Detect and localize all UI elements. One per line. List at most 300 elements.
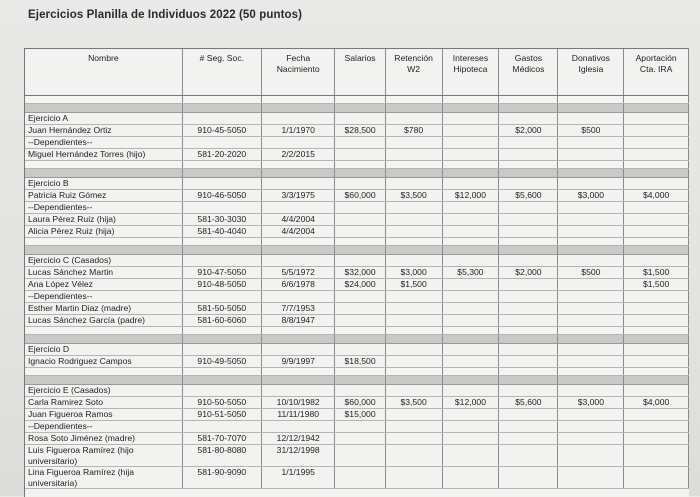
cell-ssn[interactable]: 581-40-4040 bbox=[182, 226, 261, 238]
cell-ssn[interactable]: 910-49-5050 bbox=[182, 356, 261, 368]
separator-cell bbox=[558, 246, 624, 255]
cell-salary[interactable] bbox=[335, 433, 385, 445]
table-row bbox=[25, 315, 689, 327]
cell-name[interactable]: Ejercicio B bbox=[25, 178, 182, 190]
separator-cell bbox=[182, 169, 261, 178]
cell-ira-contribution[interactable] bbox=[624, 214, 689, 226]
separator-cell bbox=[558, 335, 624, 344]
cell-mortgage-interest[interactable] bbox=[442, 279, 499, 291]
cell-ssn[interactable]: 910-48-5050 bbox=[182, 279, 261, 291]
cell-church-donation[interactable] bbox=[558, 149, 624, 161]
separator-cell bbox=[261, 246, 335, 255]
cell-church-donation[interactable] bbox=[558, 409, 624, 421]
cell-name[interactable]: Lucas Sánchez Martin bbox=[25, 267, 182, 279]
cell-church-donation[interactable] bbox=[558, 178, 624, 190]
cell-mortgage-interest[interactable] bbox=[442, 445, 499, 467]
cell-ssn[interactable]: 581-70-7070 bbox=[182, 433, 261, 445]
spacer-cell bbox=[385, 368, 442, 376]
cell-salary[interactable] bbox=[335, 385, 385, 397]
cell-medical-expenses[interactable] bbox=[499, 291, 558, 303]
cell-ssn[interactable]: 910-47-5050 bbox=[182, 267, 261, 279]
cell-name[interactable]: Miguel Hernández Torres (hijo) bbox=[25, 149, 182, 161]
cell-birth-date[interactable]: 1/1/1995 bbox=[261, 467, 335, 489]
separator-cell bbox=[442, 169, 499, 178]
separator-cell bbox=[25, 376, 182, 385]
cell-ira-contribution[interactable] bbox=[624, 445, 689, 467]
cell-salary[interactable] bbox=[335, 137, 385, 149]
table-row bbox=[25, 385, 689, 397]
cell-mortgage-interest[interactable] bbox=[442, 178, 499, 190]
cell-w2-withholding[interactable]: $780 bbox=[385, 125, 442, 137]
table-row bbox=[25, 226, 689, 238]
cell-w2-withholding[interactable] bbox=[385, 113, 442, 125]
spacer-cell bbox=[335, 327, 385, 335]
cell-w2-withholding[interactable] bbox=[385, 467, 442, 489]
cell-church-donation[interactable] bbox=[558, 433, 624, 445]
spacer-cell bbox=[624, 368, 689, 376]
cell-ssn[interactable]: 910-50-5050 bbox=[182, 397, 261, 409]
cell-name[interactable]: Laura Pérez Ruiz (hija) bbox=[25, 214, 182, 226]
cell-ira-contribution[interactable]: $1,500 bbox=[624, 267, 689, 279]
cell-salary[interactable] bbox=[335, 291, 385, 303]
table-row bbox=[25, 137, 689, 149]
cell-birth-date[interactable]: 7/7/1953 bbox=[261, 303, 335, 315]
cell-mortgage-interest[interactable] bbox=[442, 315, 499, 327]
cell-mortgage-interest[interactable] bbox=[442, 467, 499, 489]
cell-salary[interactable] bbox=[335, 226, 385, 238]
cell-w2-withholding[interactable] bbox=[385, 291, 442, 303]
cell-church-donation[interactable] bbox=[558, 255, 624, 267]
spacer-cell bbox=[385, 96, 442, 104]
separator-cell bbox=[624, 169, 689, 178]
cell-church-donation[interactable] bbox=[558, 356, 624, 368]
cell-mortgage-interest[interactable]: $12,000 bbox=[442, 397, 499, 409]
cell-ira-contribution[interactable] bbox=[624, 226, 689, 238]
separator-cell bbox=[261, 104, 335, 113]
cell-w2-withholding[interactable] bbox=[385, 255, 442, 267]
cell-w2-withholding[interactable] bbox=[385, 303, 442, 315]
cell-salary[interactable] bbox=[335, 113, 385, 125]
cell-salary[interactable] bbox=[335, 467, 385, 489]
cell-medical-expenses[interactable]: $2,000 bbox=[499, 267, 558, 279]
cell-ira-contribution[interactable] bbox=[624, 356, 689, 368]
cell-w2-withholding[interactable]: $3,000 bbox=[385, 267, 442, 279]
cell-salary[interactable]: $28,500 bbox=[335, 125, 385, 137]
cell-ira-contribution[interactable] bbox=[624, 291, 689, 303]
cell-ira-contribution[interactable]: $4,000 bbox=[624, 397, 689, 409]
cell-ira-contribution[interactable]: $1,500 bbox=[624, 279, 689, 291]
cell-ira-contribution[interactable] bbox=[624, 255, 689, 267]
cell-medical-expenses[interactable]: $2,000 bbox=[499, 125, 558, 137]
spacer-cell bbox=[558, 96, 624, 104]
spacer-cell bbox=[442, 96, 499, 104]
cell-w2-withholding[interactable]: $1,500 bbox=[385, 279, 442, 291]
cell-birth-date[interactable] bbox=[261, 202, 335, 214]
separator-cell bbox=[624, 104, 689, 113]
cell-salary[interactable] bbox=[335, 214, 385, 226]
cell-ssn[interactable] bbox=[182, 202, 261, 214]
cell-name[interactable]: Luis Figueroa Ramírez (hijo universitario) bbox=[25, 445, 182, 467]
cell-name[interactable]: --Dependientes-- bbox=[25, 137, 182, 149]
cell-salary[interactable] bbox=[335, 303, 385, 315]
cell-w2-withholding[interactable] bbox=[385, 421, 442, 433]
cell-church-donation[interactable]: $3,000 bbox=[558, 397, 624, 409]
cell-birth-date[interactable]: 8/8/1947 bbox=[261, 315, 335, 327]
cell-medical-expenses[interactable] bbox=[499, 433, 558, 445]
cell-mortgage-interest[interactable] bbox=[442, 255, 499, 267]
cell-mortgage-interest[interactable] bbox=[442, 356, 499, 368]
cell-medical-expenses[interactable] bbox=[499, 356, 558, 368]
cell-medical-expenses[interactable] bbox=[499, 303, 558, 315]
cell-salary[interactable]: $32,000 bbox=[335, 267, 385, 279]
cell-name[interactable]: Ejercicio E (Casados) bbox=[25, 385, 182, 397]
cell-ira-contribution[interactable] bbox=[624, 385, 689, 397]
cell-name[interactable]: Ignacio Rodriguez Campos bbox=[25, 356, 182, 368]
table-row bbox=[25, 279, 689, 291]
cell-ssn[interactable] bbox=[182, 137, 261, 149]
cell-medical-expenses[interactable] bbox=[499, 149, 558, 161]
spacer-row bbox=[25, 327, 689, 335]
table-row bbox=[25, 397, 689, 409]
cell-church-donation[interactable] bbox=[558, 467, 624, 489]
cell-mortgage-interest[interactable] bbox=[442, 214, 499, 226]
cell-birth-date[interactable] bbox=[261, 291, 335, 303]
cell-birth-date[interactable]: 5/5/1972 bbox=[261, 267, 335, 279]
cell-birth-date[interactable] bbox=[261, 255, 335, 267]
table-row bbox=[25, 344, 689, 356]
separator-cell bbox=[499, 246, 558, 255]
cell-name[interactable]: Rosa Soto Jiménez (madre) bbox=[25, 433, 182, 445]
cell-ssn[interactable]: 581-20-2020 bbox=[182, 149, 261, 161]
separator-cell bbox=[558, 169, 624, 178]
cell-ira-contribution[interactable] bbox=[624, 409, 689, 421]
spacer-cell bbox=[25, 368, 182, 376]
cell-medical-expenses[interactable]: $5,600 bbox=[499, 397, 558, 409]
cell-name[interactable]: Patricia Ruiz Gómez bbox=[25, 190, 182, 202]
cell-name[interactable]: Ana López Vélez bbox=[25, 279, 182, 291]
cell-birth-date[interactable]: 4/4/2004 bbox=[261, 214, 335, 226]
cell-medical-expenses[interactable] bbox=[499, 445, 558, 467]
cell-salary[interactable]: $18,500 bbox=[335, 356, 385, 368]
cell-mortgage-interest[interactable] bbox=[442, 202, 499, 214]
cell-church-donation[interactable] bbox=[558, 226, 624, 238]
separator-cell bbox=[442, 376, 499, 385]
spacer-cell bbox=[182, 368, 261, 376]
cell-birth-date[interactable] bbox=[261, 137, 335, 149]
spacer-cell bbox=[25, 161, 182, 169]
cell-mortgage-interest[interactable] bbox=[442, 303, 499, 315]
spacer-cell bbox=[261, 96, 335, 104]
cell-name[interactable]: --Dependientes-- bbox=[25, 421, 182, 433]
cell-church-donation[interactable] bbox=[558, 202, 624, 214]
cell-w2-withholding[interactable] bbox=[385, 137, 442, 149]
cell-salary[interactable]: $60,000 bbox=[335, 190, 385, 202]
cell-ira-contribution[interactable] bbox=[624, 467, 689, 489]
individuals-table bbox=[25, 49, 689, 489]
spacer-cell bbox=[499, 238, 558, 246]
cell-mortgage-interest[interactable] bbox=[442, 149, 499, 161]
cell-name[interactable]: --Dependientes-- bbox=[25, 291, 182, 303]
cell-ssn[interactable]: 581-50-5050 bbox=[182, 303, 261, 315]
cell-ssn[interactable] bbox=[182, 178, 261, 190]
header-donativos-iglesia: Donativos Iglesia bbox=[558, 49, 624, 96]
spacer-cell bbox=[182, 327, 261, 335]
separator-cell bbox=[182, 376, 261, 385]
cell-church-donation[interactable] bbox=[558, 214, 624, 226]
cell-ssn[interactable] bbox=[182, 344, 261, 356]
spacer-cell bbox=[499, 327, 558, 335]
table-row bbox=[25, 149, 689, 161]
cell-medical-expenses[interactable] bbox=[499, 315, 558, 327]
cell-birth-date[interactable] bbox=[261, 178, 335, 190]
group-separator-row bbox=[25, 169, 689, 178]
cell-w2-withholding[interactable] bbox=[385, 178, 442, 190]
spacer-cell bbox=[261, 161, 335, 169]
cell-medical-expenses[interactable] bbox=[499, 202, 558, 214]
spacer-cell bbox=[442, 238, 499, 246]
cell-birth-date[interactable] bbox=[261, 344, 335, 356]
cell-mortgage-interest[interactable] bbox=[442, 226, 499, 238]
spacer-cell bbox=[385, 238, 442, 246]
cell-church-donation[interactable] bbox=[558, 137, 624, 149]
group-separator-row bbox=[25, 246, 689, 255]
cell-medical-expenses[interactable] bbox=[499, 344, 558, 356]
cell-medical-expenses[interactable] bbox=[499, 421, 558, 433]
table-row bbox=[25, 433, 689, 445]
cell-mortgage-interest[interactable] bbox=[442, 421, 499, 433]
cell-birth-date[interactable]: 9/9/1997 bbox=[261, 356, 335, 368]
table-row bbox=[25, 445, 689, 467]
separator-cell bbox=[182, 104, 261, 113]
spreadsheet-grid bbox=[24, 48, 689, 497]
cell-ssn[interactable] bbox=[182, 385, 261, 397]
spacer-cell bbox=[335, 368, 385, 376]
cell-mortgage-interest[interactable]: $5,300 bbox=[442, 267, 499, 279]
cell-birth-date[interactable] bbox=[261, 421, 335, 433]
cell-name[interactable]: Juan Hernández Ortiz bbox=[25, 125, 182, 137]
cell-salary[interactable]: $60,000 bbox=[335, 397, 385, 409]
cell-salary[interactable] bbox=[335, 255, 385, 267]
cell-w2-withholding[interactable]: $3,500 bbox=[385, 397, 442, 409]
separator-cell bbox=[25, 246, 182, 255]
cell-medical-expenses[interactable] bbox=[499, 113, 558, 125]
cell-name[interactable]: Alicia Pérez Ruiz (hija) bbox=[25, 226, 182, 238]
cell-ssn[interactable]: 910-46-5050 bbox=[182, 190, 261, 202]
spacer-cell bbox=[624, 238, 689, 246]
cell-ira-contribution[interactable] bbox=[624, 137, 689, 149]
cell-church-donation[interactable] bbox=[558, 279, 624, 291]
cell-w2-withholding[interactable] bbox=[385, 344, 442, 356]
cell-name[interactable]: Ejercicio A bbox=[25, 113, 182, 125]
cell-birth-date[interactable] bbox=[261, 113, 335, 125]
spacer-cell bbox=[499, 161, 558, 169]
cell-name[interactable]: Ejercicio C (Casados) bbox=[25, 255, 182, 267]
cell-birth-date[interactable]: 4/4/2004 bbox=[261, 226, 335, 238]
cell-name[interactable]: Lucas Sánchez García (padre) bbox=[25, 315, 182, 327]
cell-w2-withholding[interactable] bbox=[385, 385, 442, 397]
cell-ira-contribution[interactable] bbox=[624, 344, 689, 356]
spacer-row bbox=[25, 238, 689, 246]
cell-w2-withholding[interactable] bbox=[385, 445, 442, 467]
cell-ssn[interactable] bbox=[182, 421, 261, 433]
spacer-cell bbox=[624, 327, 689, 335]
cell-name[interactable]: Ejercicio D bbox=[25, 344, 182, 356]
table-row bbox=[25, 113, 689, 125]
cell-ira-contribution[interactable] bbox=[624, 178, 689, 190]
cell-ssn[interactable]: 581-80-8080 bbox=[182, 445, 261, 467]
group-separator-row bbox=[25, 335, 689, 344]
spacer-cell bbox=[182, 161, 261, 169]
cell-ssn[interactable] bbox=[182, 113, 261, 125]
spacer-cell bbox=[25, 238, 182, 246]
separator-cell bbox=[335, 246, 385, 255]
separator-cell bbox=[499, 335, 558, 344]
cell-church-donation[interactable] bbox=[558, 344, 624, 356]
separator-cell bbox=[261, 376, 335, 385]
cell-name[interactable]: Lina Figueroa Ramírez (hija universitaria) bbox=[25, 467, 182, 489]
cell-medical-expenses[interactable] bbox=[499, 385, 558, 397]
cell-church-donation[interactable]: $3,000 bbox=[558, 190, 624, 202]
cell-ira-contribution[interactable] bbox=[624, 315, 689, 327]
cell-church-donation[interactable] bbox=[558, 315, 624, 327]
cell-salary[interactable] bbox=[335, 178, 385, 190]
cell-salary[interactable] bbox=[335, 445, 385, 467]
cell-mortgage-interest[interactable] bbox=[442, 137, 499, 149]
cell-ira-contribution[interactable] bbox=[624, 433, 689, 445]
cell-mortgage-interest[interactable] bbox=[442, 113, 499, 125]
cell-medical-expenses[interactable] bbox=[499, 467, 558, 489]
cell-w2-withholding[interactable] bbox=[385, 315, 442, 327]
cell-ssn[interactable]: 910-51-5050 bbox=[182, 409, 261, 421]
cell-mortgage-interest[interactable] bbox=[442, 433, 499, 445]
cell-church-donation[interactable] bbox=[558, 421, 624, 433]
cell-church-donation[interactable]: $500 bbox=[558, 125, 624, 137]
cell-church-donation[interactable] bbox=[558, 385, 624, 397]
spacer-cell bbox=[261, 368, 335, 376]
cell-ssn[interactable]: 581-90-9090 bbox=[182, 467, 261, 489]
separator-cell bbox=[335, 104, 385, 113]
cell-w2-withholding[interactable] bbox=[385, 226, 442, 238]
cell-w2-withholding[interactable] bbox=[385, 149, 442, 161]
header-aportacion-ira: Aportación Cta. IRA bbox=[624, 49, 689, 96]
separator-cell bbox=[25, 335, 182, 344]
cell-birth-date[interactable]: 3/3/1975 bbox=[261, 190, 335, 202]
spacer-cell bbox=[624, 161, 689, 169]
cell-medical-expenses[interactable] bbox=[499, 178, 558, 190]
cell-ssn[interactable]: 581-30-3030 bbox=[182, 214, 261, 226]
cell-medical-expenses[interactable]: $5,600 bbox=[499, 190, 558, 202]
cell-mortgage-interest[interactable] bbox=[442, 125, 499, 137]
cell-salary[interactable]: $15,000 bbox=[335, 409, 385, 421]
cell-birth-date[interactable]: 12/12/1942 bbox=[261, 433, 335, 445]
group-separator-row bbox=[25, 104, 689, 113]
cell-ssn[interactable] bbox=[182, 255, 261, 267]
cell-medical-expenses[interactable] bbox=[499, 409, 558, 421]
spacer-cell bbox=[442, 161, 499, 169]
cell-ssn[interactable]: 581-60-6060 bbox=[182, 315, 261, 327]
cell-ira-contribution[interactable]: $4,000 bbox=[624, 190, 689, 202]
cell-church-donation[interactable] bbox=[558, 445, 624, 467]
cell-mortgage-interest[interactable] bbox=[442, 291, 499, 303]
cell-mortgage-interest[interactable]: $12,000 bbox=[442, 190, 499, 202]
cell-ira-contribution[interactable] bbox=[624, 202, 689, 214]
spacer-cell bbox=[25, 327, 182, 335]
group-separator-row bbox=[25, 376, 689, 385]
cell-birth-date[interactable]: 2/2/2015 bbox=[261, 149, 335, 161]
cell-church-donation[interactable] bbox=[558, 291, 624, 303]
cell-birth-date[interactable]: 10/10/1982 bbox=[261, 397, 335, 409]
spacer-row bbox=[25, 368, 689, 376]
cell-mortgage-interest[interactable] bbox=[442, 385, 499, 397]
sheet-title: Ejercicios Planilla de Individuos 2022 (50 puntos) bbox=[28, 9, 303, 21]
cell-mortgage-interest[interactable] bbox=[442, 409, 499, 421]
cell-birth-date[interactable]: 11/11/1980 bbox=[261, 409, 335, 421]
cell-w2-withholding[interactable] bbox=[385, 409, 442, 421]
cell-ira-contribution[interactable] bbox=[624, 149, 689, 161]
spacer-cell bbox=[499, 96, 558, 104]
cell-salary[interactable] bbox=[335, 202, 385, 214]
cell-w2-withholding[interactable] bbox=[385, 356, 442, 368]
cell-w2-withholding[interactable] bbox=[385, 433, 442, 445]
cell-name[interactable]: Esther Martin Diaz (madre) bbox=[25, 303, 182, 315]
separator-cell bbox=[25, 104, 182, 113]
cell-w2-withholding[interactable] bbox=[385, 214, 442, 226]
separator-cell bbox=[335, 169, 385, 178]
cell-salary[interactable] bbox=[335, 344, 385, 356]
cell-ira-contribution[interactable] bbox=[624, 113, 689, 125]
separator-cell bbox=[25, 169, 182, 178]
cell-birth-date[interactable]: 6/6/1978 bbox=[261, 279, 335, 291]
cell-ira-contribution[interactable] bbox=[624, 303, 689, 315]
cell-name[interactable]: --Dependientes-- bbox=[25, 202, 182, 214]
cell-medical-expenses[interactable] bbox=[499, 214, 558, 226]
cell-medical-expenses[interactable] bbox=[499, 226, 558, 238]
cell-birth-date[interactable]: 31/12/1998 bbox=[261, 445, 335, 467]
cell-medical-expenses[interactable] bbox=[499, 279, 558, 291]
cell-w2-withholding[interactable] bbox=[385, 202, 442, 214]
cell-ssn[interactable] bbox=[182, 291, 261, 303]
cell-ira-contribution[interactable] bbox=[624, 125, 689, 137]
cell-salary[interactable] bbox=[335, 149, 385, 161]
cell-medical-expenses[interactable] bbox=[499, 137, 558, 149]
cell-medical-expenses[interactable] bbox=[499, 255, 558, 267]
header-intereses-hipoteca: Intereses Hipoteca bbox=[442, 49, 499, 96]
cell-mortgage-interest[interactable] bbox=[442, 344, 499, 356]
cell-salary[interactable] bbox=[335, 421, 385, 433]
cell-name[interactable]: Carla Ramirez Soto bbox=[25, 397, 182, 409]
header-retencion-w2: Retención W2 bbox=[385, 49, 442, 96]
cell-church-donation[interactable] bbox=[558, 113, 624, 125]
cell-salary[interactable] bbox=[335, 315, 385, 327]
separator-cell bbox=[261, 335, 335, 344]
cell-birth-date[interactable] bbox=[261, 385, 335, 397]
cell-birth-date[interactable]: 1/1/1970 bbox=[261, 125, 335, 137]
cell-church-donation[interactable] bbox=[558, 303, 624, 315]
separator-cell bbox=[442, 246, 499, 255]
cell-ira-contribution[interactable] bbox=[624, 421, 689, 433]
spacer-cell bbox=[385, 327, 442, 335]
cell-church-donation[interactable]: $500 bbox=[558, 267, 624, 279]
table-row bbox=[25, 267, 689, 279]
table-row bbox=[25, 409, 689, 421]
table-row bbox=[25, 255, 689, 267]
cell-w2-withholding[interactable]: $3,500 bbox=[385, 190, 442, 202]
cell-salary[interactable]: $24,000 bbox=[335, 279, 385, 291]
separator-cell bbox=[624, 335, 689, 344]
table-row bbox=[25, 178, 689, 190]
cell-name[interactable]: Juan Figueroa Ramos bbox=[25, 409, 182, 421]
cell-ssn[interactable]: 910-45-5050 bbox=[182, 125, 261, 137]
